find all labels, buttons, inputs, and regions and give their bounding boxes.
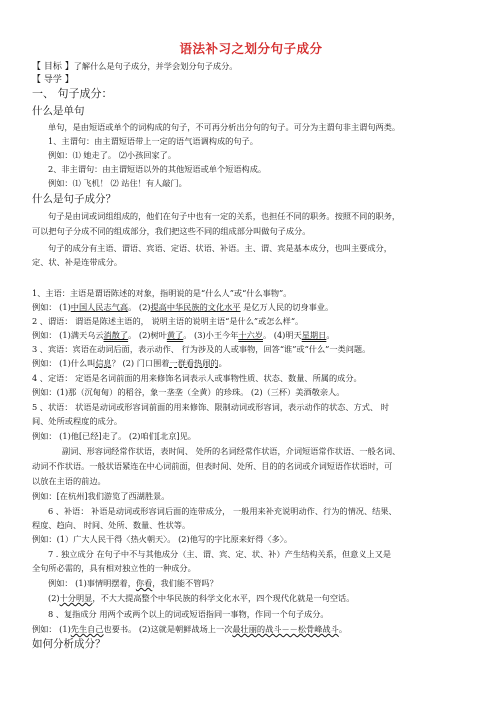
underlined-span: 信息 bbox=[95, 358, 112, 368]
text-span: 例如： (1)满天乌云 bbox=[32, 330, 104, 340]
text-span: ）的稻谷，象一垄垄（全黄）的珍珠。 (2)（三杯）美酒敬亲人。 bbox=[109, 387, 345, 397]
paragraph-2: 1、主谓句：由主谓短语带上一定的语气语调构成的句子。 bbox=[48, 136, 258, 146]
adverbial-example-2: 例如：[在杭州]我们游览了西湖胜景。 bbox=[32, 491, 170, 501]
text-span: 例如：(1)那（ bbox=[32, 387, 85, 397]
text-span: 例如： (1)事情明摆着， bbox=[48, 578, 136, 588]
independent-definition-cont: 全句所必需的，具有相对独立性的一种成分。 bbox=[32, 563, 196, 573]
object-example bbox=[32, 358, 227, 368]
underlined-span: 提高中华民族的文化水平 bbox=[150, 302, 241, 312]
complement-example: 例如：(1）广大人民干得〈热火朝天〉。 (2)他写的字比原来好得〈多〉。 bbox=[32, 534, 293, 544]
text-span: 。 (3)小王今年 bbox=[183, 330, 239, 340]
text-span: ？ (2) 门口围着 bbox=[111, 358, 170, 368]
text-span: 。 (2) bbox=[128, 302, 151, 312]
paragraph-6: 句子是由词或词组组成的，他们在句子中也有一定的关系，也担任不同的职务。按照不同的职务， bbox=[48, 211, 401, 221]
underlined-span: 黄了 bbox=[166, 330, 184, 340]
goal-line bbox=[32, 61, 238, 72]
underlined-span: 先生自己 bbox=[70, 624, 104, 634]
text-span: 。 bbox=[326, 330, 335, 340]
adverbial-definition-cont: 间、处所或程度的成分。 bbox=[32, 416, 123, 426]
complement-definition: 6 、补语： 补语是动词或形容词后面的连带成分， 一般用来补充说明动作、行为的情况、结果、 bbox=[48, 506, 397, 516]
paragraph-3: 例如：⑴ 她走了。 ⑵小孩回家了。 bbox=[48, 150, 177, 160]
text-span: (2) bbox=[48, 593, 60, 603]
adverbial-note-1: 副词、形容词经常作状语，表时间、 处所的名词经常作状语，介词短语常作状语、一般名词、 bbox=[62, 446, 401, 456]
underlined-span: 一群看热闹的 bbox=[169, 358, 219, 368]
appositive-definition: 8 、复指成分 用两个或两个以上的词或短语指同一事物，作同一个句子成分。 bbox=[48, 609, 329, 619]
text-span: 。 bbox=[218, 358, 227, 368]
paragraph-1: 单句，是由短语或单个的词构成的句子，不可再分析出分句的句子。可分为主谓句非主谓句两类。 bbox=[48, 122, 401, 132]
text-span: 例如： (1) bbox=[32, 624, 71, 634]
text-span: 。 (2)树叶 bbox=[128, 330, 167, 340]
section-heading-1: 一、 句子成分： bbox=[32, 87, 113, 100]
independent-example-2 bbox=[48, 593, 354, 603]
text-span: 也要书。 (2)这就是朝鲜战场上一次 bbox=[103, 624, 233, 634]
adverbial-note-3: 以放在主语的前边。 bbox=[32, 476, 106, 486]
goal-text: 了解什么是句子成分，并学会划分句子成分。 bbox=[73, 61, 238, 71]
adverbial-example: 例如： (1)他[已经]走了。 (2)咱们[北京]见。 bbox=[32, 431, 196, 441]
paragraph-7: 可以把句子分成不同的组成部分，我们把这些不同的组成部分叫做句子成分。 bbox=[32, 226, 311, 236]
complement-definition-cont: 程度、趋向、 时间、处所、数量、性状等。 bbox=[32, 520, 191, 530]
page-title: 语法补习之划分句子成分 bbox=[179, 41, 323, 56]
predicate-example bbox=[32, 330, 335, 340]
independent-example-1 bbox=[48, 578, 218, 588]
paragraph-4: 2、非主谓句：由主谓短语以外的其他短语或单个短语构成。 bbox=[48, 164, 267, 174]
paragraph-8: 句子的成分有主语、谓语、宾语、定语、状语、补语。主、谓、宾是基本成分，也叫主要成分， bbox=[48, 243, 392, 253]
predicate-definition: 2 、谓语： 谓语是陈述主语的， 说明主语的说明主语“是什么”或怎么样“。 bbox=[32, 316, 304, 326]
paragraph-9: 定、状、补是连带成分。 bbox=[32, 257, 123, 267]
subject-definition: 1、主语：主语是谓语陈述的对象，指明说的是“什么人”或“什么事物”。 bbox=[32, 288, 292, 298]
goal-tag: 【 目标 】 bbox=[32, 62, 74, 72]
underlined-span: 十六岁 bbox=[238, 330, 263, 340]
text-span: 。 (4)明天 bbox=[262, 330, 302, 340]
text-span: 沉甸甸 bbox=[84, 387, 110, 397]
underlined-span: 星期日 bbox=[301, 330, 327, 340]
text-span: ，不大大提高整个中华民族的科学文化水平，四个现代化就是一句空话。 bbox=[92, 593, 355, 603]
subject-example bbox=[32, 302, 333, 312]
paragraph-5: 例如：⑴ 飞机！ ⑵ 站住！有人敲门。 bbox=[48, 178, 187, 188]
guide-tag: 【 导学 】 bbox=[32, 75, 74, 85]
question-sentence-components: 什么是句子成分？ bbox=[32, 193, 116, 205]
adverbial-definition: 5 、状语： 状语是动词或形容词前面的用来修饰、限制动词或形容词，表示动作的状态、方式、 时 bbox=[32, 402, 389, 412]
question-single-sentence: 什么是单句 bbox=[32, 105, 85, 117]
text-span: ，我们能不管吗？ bbox=[152, 578, 218, 588]
underlined-span: 中国人民志气高 bbox=[70, 302, 129, 312]
text-span: 例如： (1)什么叫 bbox=[32, 358, 96, 368]
independent-definition: 7 . 独立成分 在句子中不与其他成分（主、谓、宾、定、状、补）产生结构关系，但意义上又是 bbox=[48, 549, 392, 559]
underlined-span: 你看 bbox=[135, 578, 153, 588]
object-definition: 3 、宾语：宾语在动词后面，表示动作、 行为涉及的人或事物，回答“谁”或“什么”一类问题。 bbox=[32, 344, 371, 354]
appositive-example bbox=[32, 624, 347, 634]
underlined-span: 消散了 bbox=[103, 330, 129, 340]
attributive-example bbox=[32, 387, 344, 397]
text-span: 例如： (1) bbox=[32, 302, 71, 312]
text-span: 。 bbox=[338, 624, 348, 634]
underlined-span: 最壮丽的战斗－－松骨峰战斗 bbox=[232, 624, 339, 634]
attributive-definition: 4 、定语： 定语是名词前面的用来修饰名词表示人或事物性质、状态、数量、所属的成分。 bbox=[32, 373, 362, 383]
question-how-to-analyze: 如何分析成分？ bbox=[32, 638, 106, 650]
text-span: 是亿万人民的切身事业。 bbox=[240, 302, 334, 312]
adverbial-note-2: 动词不作状语。一般状语紧连在中心词前面，但表时间、处所、目的的名词或介词短语作状语时，可 bbox=[32, 461, 393, 471]
underlined-span: 十分明显 bbox=[59, 593, 93, 603]
